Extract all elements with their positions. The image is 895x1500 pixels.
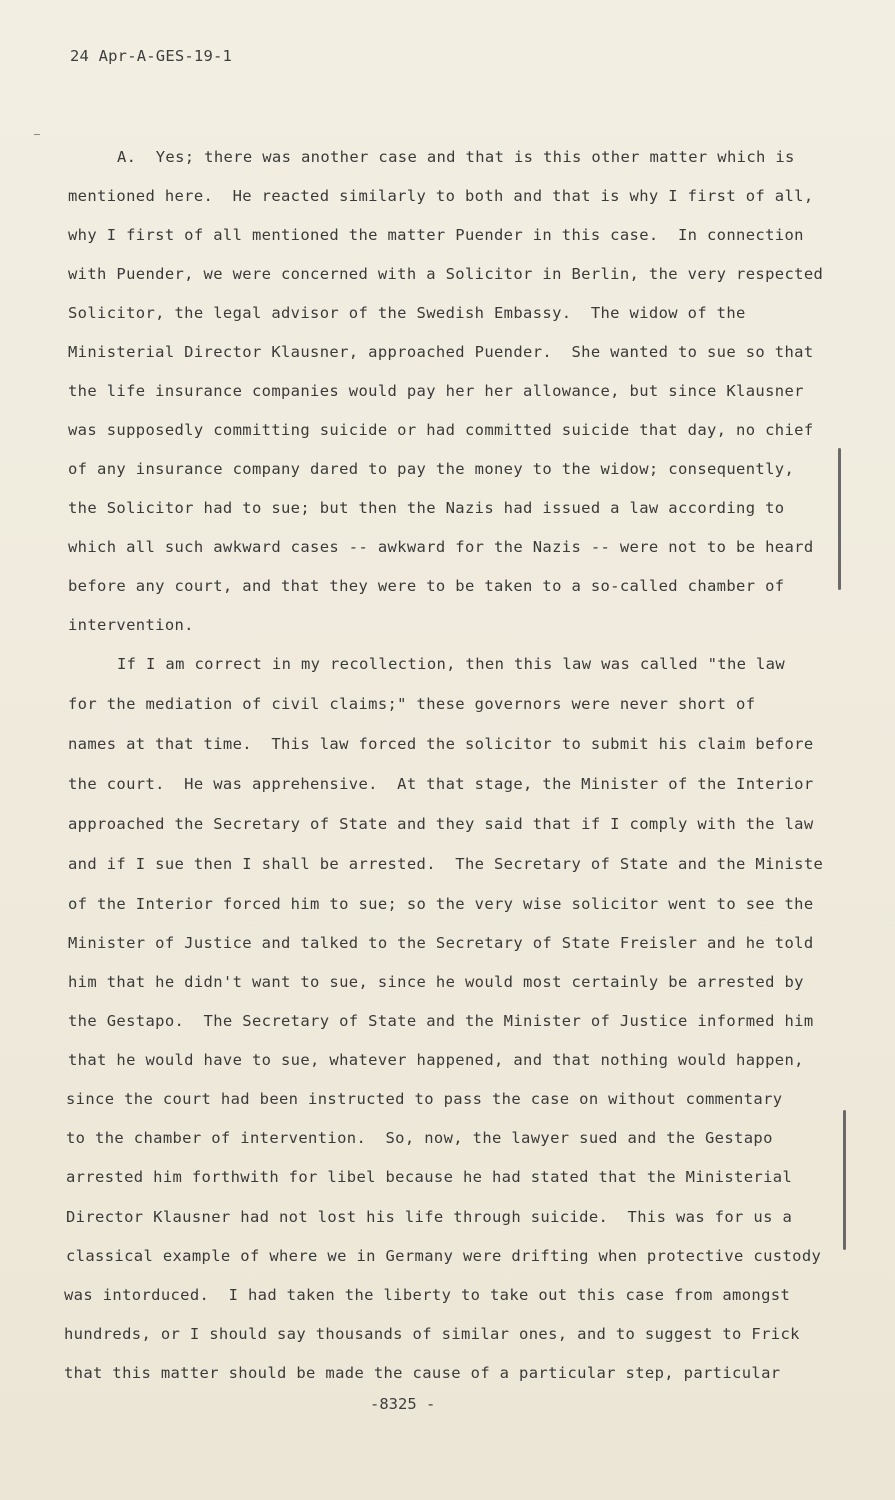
margin-bar-mark (838, 448, 841, 590)
text-line: for the mediation of civil claims;" these governors were never short of (68, 695, 756, 713)
text-line: with Puender, we were concerned with a Solicitor in Berlin, the very respected (68, 265, 824, 283)
margin-bar-mark (843, 1110, 846, 1250)
text-line: of the Interior forced him to sue; so the very wise solicitor went to see the (68, 895, 814, 913)
text-line: which all such awkward cases -- awkward for the Nazis -- were not to be heard (68, 538, 814, 556)
text-line: the Gestapo. The Secretary of State and the Minister of Justice informed him (68, 1012, 814, 1030)
text-line: before any court, and that they were to be taken to a so-called chamber of (68, 577, 785, 595)
document-header: 24 Apr-A-GES-19-1 (70, 47, 233, 65)
text-line: the life insurance companies would pay her her allowance, but since Klausner (68, 382, 804, 400)
text-line: mentioned here. He reacted similarly to both and that is why I first of all, (68, 187, 814, 205)
text-line: the court. He was apprehensive. At that stage, the Minister of the Interior (68, 775, 814, 793)
page-number: -8325 - (370, 1395, 436, 1413)
text-line: approached the Secretary of State and they said that if I comply with the law (68, 815, 814, 833)
text-line: why I first of all mentioned the matter Puender in this case. In connection (68, 226, 804, 244)
text-line: arrested him forthwith for libel because he had stated that the Ministerial (66, 1168, 793, 1186)
text-line: that he would have to sue, whatever happened, and that nothing would happen, (68, 1051, 804, 1069)
text-line: classical example of where we in Germany were drifting when protective custody (66, 1247, 822, 1265)
text-line: the Solicitor had to sue; but then the Nazis had issued a law according to (68, 499, 785, 517)
text-line: and if I sue then I shall be arrested. The Secretary of State and the Ministe (68, 855, 824, 873)
text-line: intervention. (68, 616, 194, 634)
text-line: Director Klausner had not lost his life through suicide. This was for us a (66, 1208, 793, 1226)
text-line: of any insurance company dared to pay the money to the widow; consequently, (68, 460, 795, 478)
text-line: him that he didn't want to sue, since he would most certainly be arrested by (68, 973, 804, 991)
text-line: A. Yes; there was another case and that is this other matter which is (117, 148, 795, 166)
text-line: names at that time. This law forced the solicitor to submit his claim before (68, 735, 814, 753)
text-line: was supposedly committing suicide or had committed suicide that day, no chief (68, 421, 814, 439)
text-line: Ministerial Director Klausner, approached Puender. She wanted to sue so that (68, 343, 814, 361)
text-line: Minister of Justice and talked to the Secretary of State Freisler and he told (68, 934, 814, 952)
text-line: to the chamber of intervention. So, now, the lawyer sued and the Gestapo (66, 1129, 773, 1147)
text-line: hundreds, or I should say thousands of similar ones, and to suggest to Frick (64, 1325, 800, 1343)
text-line: Solicitor, the legal advisor of the Swedish Embassy. The widow of the (68, 304, 746, 322)
text-line: If I am correct in my recollection, then this law was called "the law (117, 655, 786, 673)
text-line: since the court had been instructed to pass the case on without commentary (66, 1090, 783, 1108)
text-line: that this matter should be made the cause of a particular step, particular (64, 1364, 781, 1382)
text-line: was intorduced. I had taken the liberty to take out this case from amongst (64, 1286, 791, 1304)
margin-mark (34, 134, 40, 135)
